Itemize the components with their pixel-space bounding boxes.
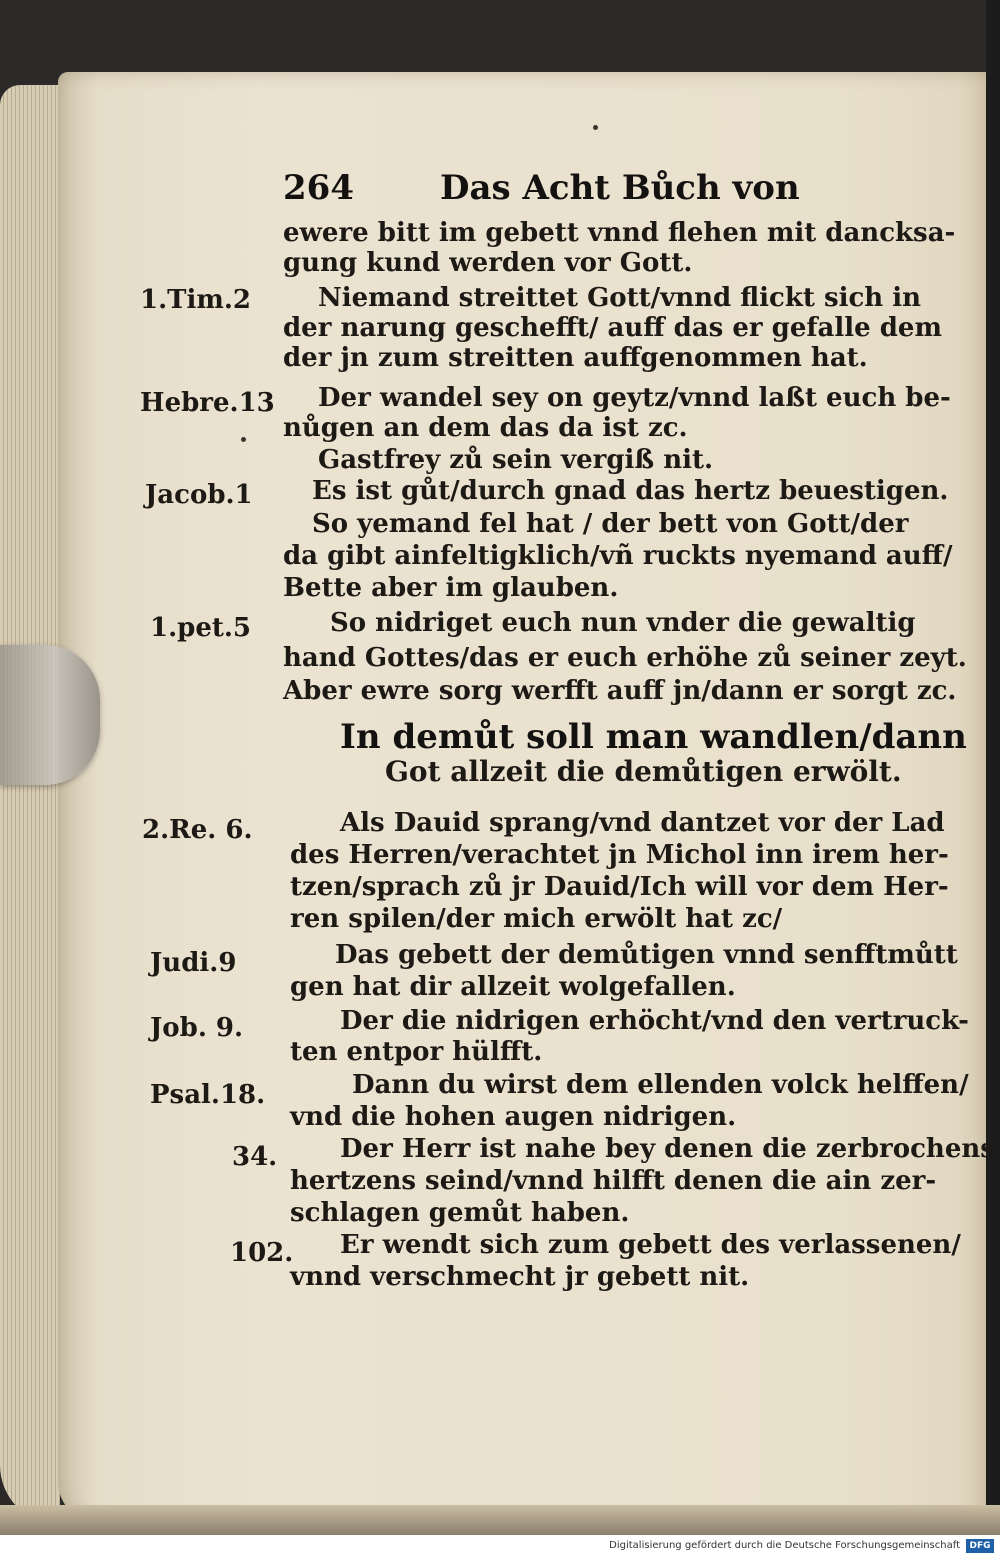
dfg-logo: DFG [966,1539,994,1553]
margin-ref-psal-102: 102. [230,1238,294,1268]
text-line: Niemand streittet Gott/vnnd flickt sich in [318,283,922,313]
text-line: Dann du wirst dem ellenden volck helffen/ [352,1070,969,1100]
text-line: des Herren/verachtet jn Michol inn irem her- [290,840,949,870]
page-clip [0,645,100,785]
ink-mark [241,437,246,442]
text-line: gung kund werden vor Gott. [283,248,693,278]
margin-ref-jacob: Jacob.1 [145,480,253,510]
margin-ref-hebr: Hebre.13 [140,388,275,418]
page-bottom-edge [0,1505,1000,1535]
page-edges [0,85,60,1525]
text-line: der narung geschefft/ auff das er gefalle dem [283,313,942,343]
running-title: Das Acht Bůch von [440,168,800,208]
text-line: vnnd verschmecht jr gebett nit. [290,1262,750,1292]
text-line: Gastfrey zů sein vergiß nit. [318,445,714,475]
text-line: Der die nidrigen erhöcht/vnd den vertruck- [340,1006,969,1036]
text-line: da gibt ainfeltigklich/vñ ruckts nyemand auff/ [283,541,953,571]
text-line: Bette aber im glauben. [283,573,619,603]
funding-notice: Digitalisierung gefördert durch die Deutsche Forschungsgemeinschaft [609,1540,960,1551]
margin-ref-reg: 2.Re. 6. [142,815,253,845]
text-line: hertzens seind/vnnd hilfft denen die ain zer- [290,1166,937,1196]
text-line: nůgen an dem das da ist zc. [283,413,688,443]
text-line: Es ist gůt/durch gnad das hertz beuestigen. [312,476,949,506]
text-line: ten entpor hülfft. [290,1037,543,1067]
text-line: ewere bitt im gebett vnnd flehen mit dancksa- [283,218,956,248]
page-number: 264 [283,168,354,208]
text-line: So yemand fel hat / der bett von Gott/der [312,509,909,539]
ink-mark [593,125,598,130]
text-line: Er wendt sich zum gebett des verlassenen/ [340,1230,961,1260]
text-line: ren spilen/der mich erwölt hat zc/ [290,904,783,934]
text-line: tzen/sprach zů jr Dauid/Ich will vor dem Her- [290,872,949,902]
section-heading-line-2: Got allzeit die demůtigen erwölt. [385,755,902,788]
book-cover-edge [986,0,1000,1535]
text-line: So nidriget euch nun vnder die gewaltig [330,608,916,638]
text-line: Der Herr ist nahe bey denen die zerbrochens [340,1134,995,1164]
text-line: schlagen gemůt haben. [290,1198,630,1228]
text-line: Aber ewre sorg werfft auff jn/dann er sorgt zc. [283,676,957,706]
text-line: Das gebett der demůtigen vnnd senfftmůtt [335,940,958,970]
text-line: Als Dauid sprang/vnd dantzet vor der Lad [340,808,945,838]
margin-ref-psal-34: 34. [232,1142,278,1172]
section-heading-line-1: In demůt soll man wandlen/dann [340,717,967,757]
footer-bar [0,1535,1000,1558]
text-line: vnd die hohen augen nidrigen. [290,1102,737,1132]
text-line: der jn zum streitten auffgenommen hat. [283,343,868,373]
text-line: gen hat dir allzeit wolgefallen. [290,972,736,1002]
margin-ref-judi: Judi.9 [150,948,237,978]
text-line: hand Gottes/das er euch erhöhe zů seiner zeyt. [283,643,967,673]
margin-ref-tim: 1.Tim.2 [140,285,252,315]
text-line: Der wandel sey on geytz/vnnd laßt euch be- [318,383,951,413]
margin-ref-psal: Psal.18. [150,1080,266,1110]
margin-ref-pet: 1.pet.5 [150,613,252,643]
margin-ref-job: Job. 9. [150,1013,244,1043]
